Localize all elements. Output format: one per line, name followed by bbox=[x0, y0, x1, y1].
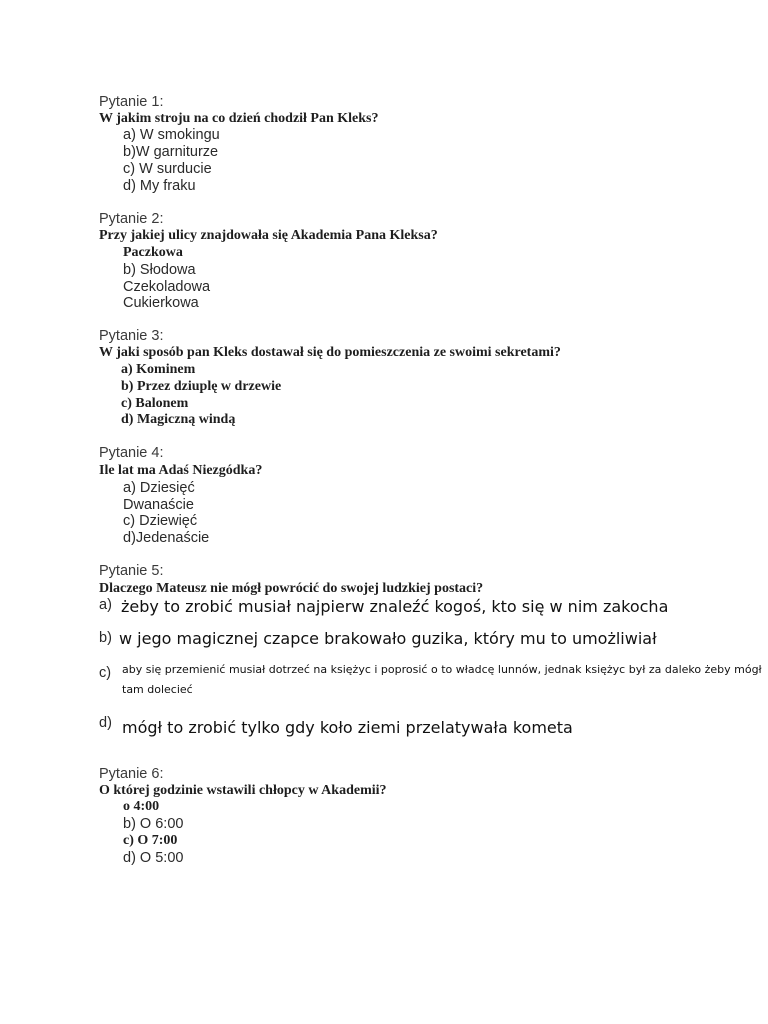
question-2-answer-a: Paczkowa bbox=[123, 245, 183, 260]
question-4-answer-a: a) Dziesięć bbox=[123, 480, 195, 496]
question-3-answer-b: b) Przez dziuplę w drzewie bbox=[121, 379, 282, 394]
question-3-answer-d: d) Magiczną windą bbox=[121, 412, 236, 427]
question-1-label: Pytanie 1: bbox=[99, 94, 164, 110]
question-5-answer-d-letter: d) bbox=[99, 715, 112, 731]
question-1-answer-a: a) W smokingu bbox=[123, 127, 220, 143]
question-6-text: O której godzinie wstawili chłopcy w Akademii? bbox=[99, 783, 387, 798]
question-3-label: Pytanie 3: bbox=[99, 328, 164, 344]
question-3-answer-a: a) Kominem bbox=[121, 362, 196, 377]
question-5-answer-b-letter: b) bbox=[99, 630, 112, 646]
question-6-answer-b: b) O 6:00 bbox=[123, 816, 184, 832]
question-5-text: Dlaczego Mateusz nie mógł powrócić do swojej ludzkiej postaci? bbox=[99, 581, 484, 596]
question-5-label: Pytanie 5: bbox=[99, 563, 164, 579]
question-4-answer-d: d)Jedenaście bbox=[123, 530, 210, 546]
question-4-answer-c: c) Dziewięć bbox=[123, 513, 198, 529]
question-1-answer-d: d) My fraku bbox=[123, 178, 196, 194]
question-6-answer-d: d) O 5:00 bbox=[123, 850, 184, 866]
question-5-answer-c-text-line2: tam dolecieć bbox=[122, 683, 193, 696]
question-5-answer-b-text: w jego magicznej czapce brakowało guzika, który mu to umożliwiał bbox=[119, 629, 657, 648]
question-2-answer-d: Cukierkowa bbox=[123, 295, 199, 311]
question-2-label: Pytanie 2: bbox=[99, 211, 164, 227]
question-2-answer-c: Czekoladowa bbox=[123, 279, 211, 295]
question-1-answer-b: b)W garniturze bbox=[123, 144, 219, 160]
question-5-answer-d-text: mógł to zrobić tylko gdy koło ziemi przelatywała kometa bbox=[122, 718, 573, 737]
question-5-answer-c-text: aby się przemienić musiał dotrzeć na księżyc i poprosić o to władcę lunnów, jednak księżyc był za daleko żeby mógł bbox=[122, 663, 762, 676]
question-6-label: Pytanie 6: bbox=[99, 766, 164, 782]
question-3-text: W jaki sposób pan Kleks dostawał się do pomieszczenia ze swoimi sekretami? bbox=[99, 345, 561, 360]
question-4-answer-b: Dwanaście bbox=[123, 497, 194, 513]
question-4-text: Ile lat ma Adaś Niezgódka? bbox=[99, 463, 263, 478]
question-6-answer-a: o 4:00 bbox=[123, 799, 160, 814]
question-2-answer-b: b) Słodowa bbox=[123, 262, 196, 278]
question-5-answer-a-letter: a) bbox=[99, 597, 112, 613]
question-1-answer-c: c) W surducie bbox=[123, 161, 212, 177]
question-2-text: Przy jakiej ulicy znajdowała się Akademia Pana Kleksa? bbox=[99, 228, 438, 243]
question-1-text: W jakim stroju na co dzień chodził Pan Kleks? bbox=[99, 111, 379, 126]
question-6-answer-c: c) O 7:00 bbox=[123, 833, 178, 848]
question-5-answer-a-text: żeby to zrobić musiał najpierw znaleźć kogoś, kto się w nim zakocha bbox=[121, 597, 669, 616]
question-4-label: Pytanie 4: bbox=[99, 445, 164, 461]
question-5-answer-c-letter: c) bbox=[99, 665, 112, 681]
question-3-answer-c: c) Balonem bbox=[121, 396, 189, 411]
